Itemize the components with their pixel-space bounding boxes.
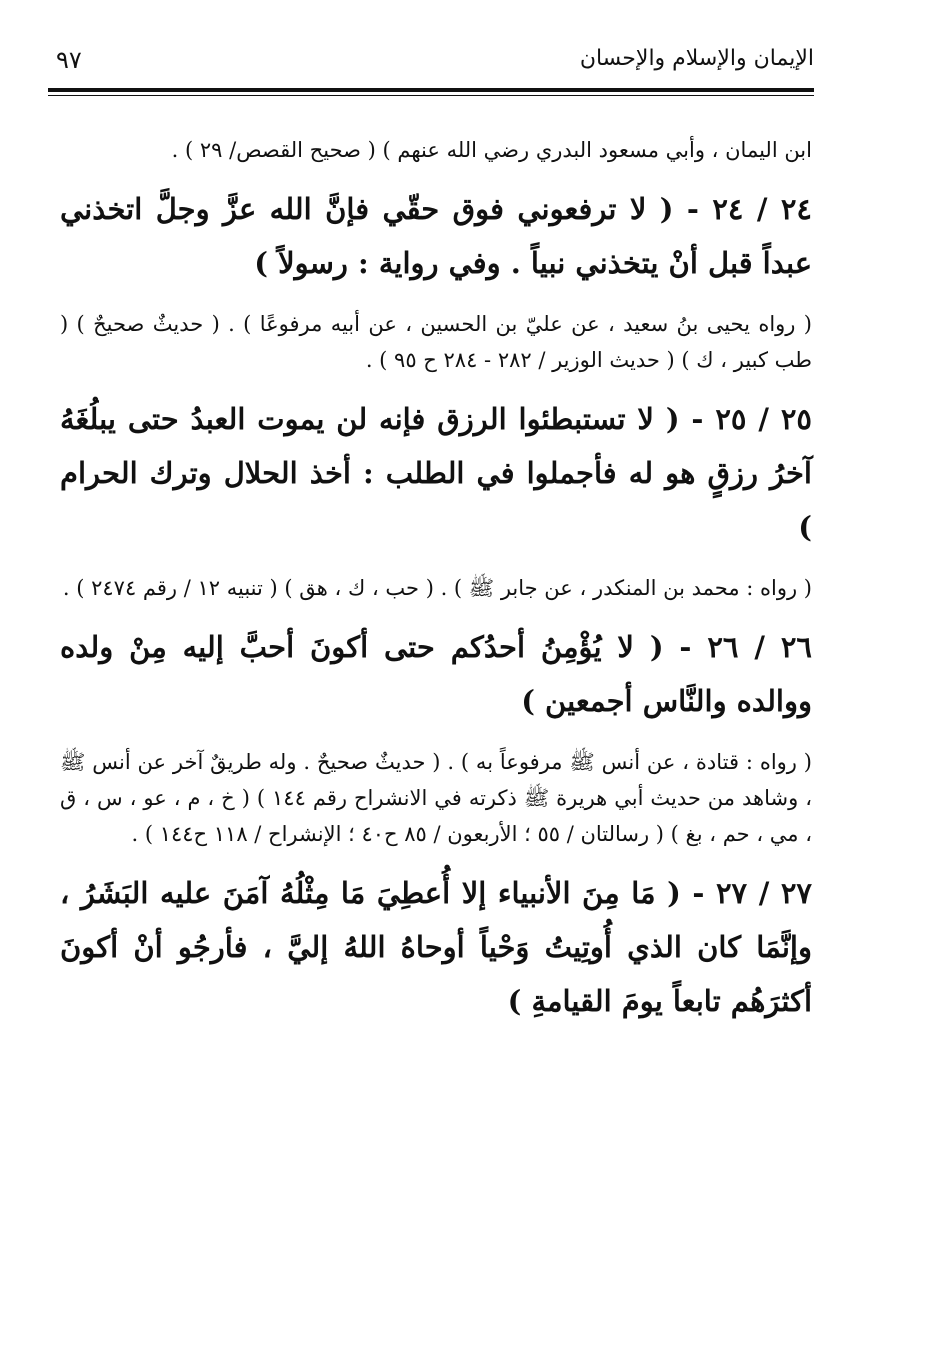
header-rule — [48, 88, 814, 92]
page-number: ٩٧ — [56, 46, 82, 74]
hadith-paragraph: ٢٧ / ٢٧ - ( مَا مِنَ الأنبياء إلا أُعطِيَ مَا مِثْلُهُ آمَنَ عليه البَشَرُ ، وإنَّمَا كان الذي أُوتِيتُ وَحْياً أوحاهُ اللهُ إليَّ ، فأرجُو أنْ أكونَ أكثرَهُم تابعاً يومَ القيامةِ ) — [60, 876, 812, 1018]
note-paragraph: ( رواه : محمد بن المنكدر ، عن جابر ﷺ ) . ( حب ، ك ، هق ) ( تنبيه ١٢ / رقم ٢٤٧٤ ) . — [62, 576, 812, 600]
note-paragraph: ابن اليمان ، وأبي مسعود البدري رضي الله عنهم ) ( صحيح القصص/ ٢٩ ) . — [171, 138, 812, 162]
page-content — [60, 132, 812, 1044]
running-title: الإيمان والإسلام والإحسان — [579, 46, 814, 71]
hadith-paragraph: ٢٥ / ٢٥ - ( لا تستبطئوا الرزق فإنه لن يموت العبدُ حتى يبلُغَهُ آخرُ رزقٍ هو له فأجملوا في الطلب : أخذ الحلال وترك الحرام ) — [60, 402, 812, 544]
hadith-paragraph: ٢٦ / ٢٦ - ( لا يُؤْمِنُ أحدُكم حتى أكونَ أحبَّ إليه مِنْ ولده ووالده والنَّاس أجمعين ) — [60, 630, 812, 718]
note-paragraph: ( رواه يحيى بنُ سعيد ، عن عليّ بن الحسين ، عن أبيه مرفوعًا ) . ( حديثٌ صحيحٌ ) ( طب كبير ، ك ) ( حديث الوزير / ٢٨٢ - ٢٨٤ ح ٩٥ ) . — [60, 312, 812, 372]
header-rule-thin — [48, 95, 814, 96]
note-paragraph: ( رواه : قتادة ، عن أنس ﷺ مرفوعاً به ) . ( حديثٌ صحيحٌ . وله طريقٌ آخر عن أنس ﷺ ، وشاهد من حديث أبي هريرة ﷺ ذكرته في الانشراح رقم ١٤٤ ) ( خ ، م ، عو ، س ، ق ، مي ، حم ، بغ ) ( رسالتان / ٥٥ ؛ الأربعون / ٨٥ ح٤٠ ؛ الإنشراح / ١١٨ ح١٤٤ ) . — [60, 750, 812, 846]
hadith-paragraph: ٢٤ / ٢٤ - ( لا ترفعوني فوق حقّي فإنَّ الله عزَّ وجلَّ اتخذني عبداً قبل أنْ يتخذني نبياً . وفي رواية : رسولاً ) — [60, 192, 812, 280]
page-header — [48, 40, 814, 86]
